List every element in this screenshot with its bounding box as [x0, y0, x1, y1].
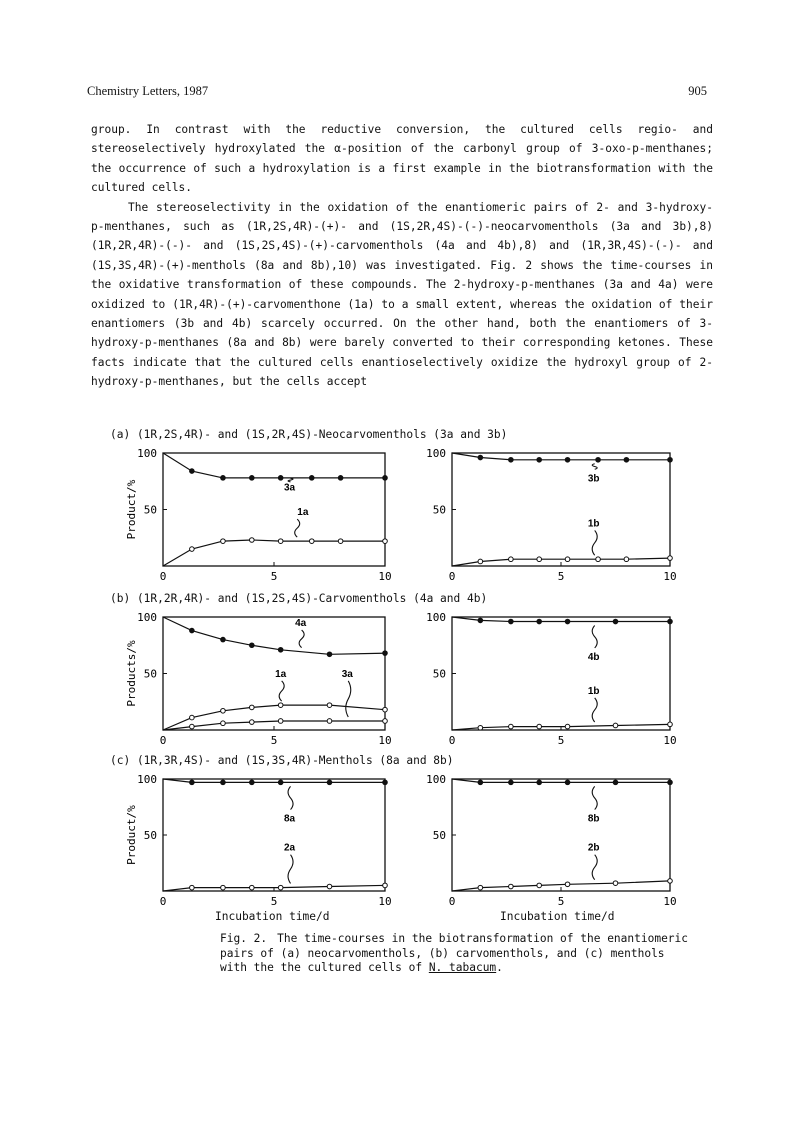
y-tick-label-c-right-0: 50 — [432, 829, 446, 842]
data-point-b-right-1b-2 — [509, 724, 514, 729]
data-point-b-right-4b-1 — [478, 618, 483, 623]
data-point-b-left-4a-5 — [327, 652, 332, 657]
data-point-b-left-4a-6 — [383, 651, 388, 656]
series-line-b-left-4a — [163, 617, 385, 654]
data-point-a-left-1a-5 — [309, 539, 314, 544]
series-label-b-right-4b: 4b — [587, 651, 600, 663]
x-tick-label-b-right-1: 5 — [557, 734, 565, 747]
caption-end: . — [496, 961, 503, 974]
data-point-a-left-3a-3 — [250, 476, 255, 481]
plot-frame-a-left — [163, 453, 385, 566]
series-arrow-b-left-3a — [346, 681, 351, 717]
caption-label: Fig. 2. — [220, 932, 268, 945]
series-label-c-left-8a: 8a — [283, 813, 296, 825]
data-point-a-left-1a-4 — [278, 539, 283, 544]
data-point-a-right-3b-5 — [596, 457, 601, 462]
x-tick-label-b-left-0: 0 — [159, 734, 167, 747]
x-tick-label-c-left-2: 10 — [378, 895, 392, 908]
data-point-b-right-4b-5 — [613, 619, 618, 624]
series-label-c-right-2b: 2b — [587, 842, 600, 854]
data-point-c-left-8a-1 — [190, 780, 195, 785]
data-point-a-right-1b-5 — [596, 557, 601, 562]
y-tick-label-c-right-1: 100 — [426, 773, 446, 786]
series-label-a-right-3b: 3b — [587, 473, 600, 485]
data-point-a-left-3a-6 — [338, 476, 343, 481]
data-point-a-right-1b-4 — [565, 557, 570, 562]
series-line-a-right-3b — [452, 453, 670, 460]
panel-title-a: (a) (1R,2S,4R)- and (1S,2R,4S)-Neocarvomenthols (3a and 3b) — [110, 428, 508, 441]
data-point-a-right-1b-3 — [537, 557, 542, 562]
data-point-c-left-8a-3 — [250, 780, 255, 785]
x-tick-label-a-right-1: 5 — [557, 570, 565, 583]
series-label-c-right-8b: 8b — [587, 813, 600, 825]
y-tick-label-c-left-1: 100 — [137, 773, 157, 786]
data-point-b-left-3a-3 — [250, 720, 255, 725]
plot-frame-c-right — [452, 779, 670, 891]
data-point-a-right-3b-7 — [668, 457, 673, 462]
series-arrow-b-right-4b — [592, 626, 597, 648]
x-tick-label-c-right-2: 10 — [663, 895, 677, 908]
y-tick-label-a-left-0: 50 — [143, 503, 157, 517]
data-point-b-right-1b-4 — [565, 724, 570, 729]
data-point-a-right-1b-7 — [668, 556, 673, 561]
plot-frame-b-right — [452, 617, 670, 730]
data-point-b-left-1a-3 — [250, 705, 255, 710]
series-label-b-left-1a: 1a — [275, 668, 287, 680]
data-point-b-left-3a-5 — [327, 719, 332, 724]
data-point-b-left-3a-1 — [190, 724, 195, 729]
series-arrow-c-right-8b — [592, 786, 597, 809]
series-label-b-left-4a: 4a — [295, 618, 307, 630]
data-point-b-left-3a-2 — [221, 721, 226, 726]
data-point-c-right-2b-4 — [565, 882, 570, 887]
data-point-c-left-8a-6 — [383, 780, 388, 785]
data-point-c-right-8b-6 — [668, 780, 673, 785]
data-point-a-left-1a-2 — [221, 539, 226, 544]
data-point-a-left-3a-2 — [221, 476, 226, 481]
data-point-c-left-2a-4 — [278, 885, 283, 890]
data-point-a-right-3b-1 — [478, 455, 483, 460]
series-line-a-left-3a — [163, 453, 385, 478]
data-point-b-right-1b-1 — [478, 725, 483, 730]
y-tick-label-b-right-0: 50 — [432, 667, 446, 681]
series-arrow-a-right-1b — [592, 530, 597, 555]
y-tick-label-a-right-1: 100 — [426, 447, 446, 460]
x-tick-label-c-right-0: 0 — [448, 895, 456, 908]
data-point-a-left-3a-7 — [383, 476, 388, 481]
data-point-a-left-1a-3 — [250, 538, 255, 543]
series-label-a-left-3a: 3a — [283, 482, 296, 494]
series-arrow-c-right-2b — [592, 855, 597, 880]
data-point-a-right-3b-3 — [537, 457, 542, 462]
data-point-b-left-1a-4 — [278, 703, 283, 708]
data-point-c-left-8a-4 — [278, 780, 283, 785]
x-tick-label-b-left-1: 5 — [270, 734, 278, 747]
plot-frame-c-left — [163, 779, 385, 891]
data-point-b-right-4b-4 — [565, 619, 570, 624]
series-label-b-right-1b: 1b — [587, 685, 600, 697]
x-tick-label-a-left-1: 5 — [270, 570, 278, 583]
data-point-a-left-1a-7 — [383, 539, 388, 544]
series-arrow-c-left-8a — [288, 786, 293, 809]
data-point-a-right-3b-4 — [565, 457, 570, 462]
data-point-b-right-4b-3 — [537, 619, 542, 624]
data-point-a-left-1a-6 — [338, 539, 343, 544]
y-tick-label-b-left-1: 100 — [137, 611, 157, 624]
data-point-a-left-3a-1 — [190, 469, 195, 474]
data-point-c-right-2b-1 — [478, 885, 483, 890]
data-point-c-right-8b-4 — [565, 780, 570, 785]
data-point-a-left-3a-5 — [309, 476, 314, 481]
data-point-a-left-1a-1 — [190, 547, 195, 552]
data-point-b-left-1a-6 — [383, 707, 388, 712]
data-point-b-left-1a-1 — [190, 715, 195, 720]
x-axis-label-right: Incubation time/d — [500, 910, 615, 923]
y-tick-label-a-left-1: 100 — [137, 447, 157, 460]
data-point-b-left-4a-3 — [250, 643, 255, 648]
page-number: 905 — [688, 84, 707, 98]
series-label-a-left-1a: 1a — [297, 507, 309, 519]
data-point-c-right-2b-3 — [537, 883, 542, 888]
paragraph-2: The stereoselectivity in the oxidation of the enantiomeric pairs of 2- and 3-hydroxy-p-menthanes, such as (1R,2S,4R)-(+)- and (1S,2R,4S)-(-)-neocarvomenthols (3a and 3b),8) (1R,2R,4R)-(-)- and (1S,2S,4S)-(+)-carvomenthols (4a and 4b),8) and (1R,3R,4S)-(-)- and (1S,3S,4R)-(+)-menthols (8a and 8b),10) was investigated. Fig. 2 shows the time-courses in the oxidative transformation of these compounds. The 2-hydroxy-p-menthanes (3a and 4a) were oxidized to (1R,4R)-(+)-carvomenthone (1a) to a small extent, whereas the oxidation of their enantiomers (3b and 4b) scarcely occurred. On the other hand, both the enantiomers of 3-hydroxy-p-menthanes (8a and 8b) were barely converted to their corresponding ketones. These facts indicate that the cultured cells enantioselectively oxidize the hydroxyl group of 2-hydroxy-p-menthanes, but the cells accept — [91, 200, 713, 389]
series-arrow-b-left-4a — [299, 630, 304, 648]
data-point-c-right-2b-5 — [613, 881, 618, 886]
journal-name: Chemistry Letters, 1987 — [87, 84, 209, 98]
data-point-a-left-3a-4 — [278, 476, 283, 481]
data-point-c-right-8b-5 — [613, 780, 618, 785]
data-point-c-left-8a-2 — [221, 780, 226, 785]
x-tick-label-b-right-0: 0 — [448, 734, 456, 747]
data-point-b-left-1a-5 — [327, 703, 332, 708]
y-axis-label-b-left: Products/% — [125, 640, 138, 707]
y-axis-label-a-left: Product/% — [125, 479, 138, 540]
caption-species: N. tabacum — [428, 961, 497, 974]
y-tick-label-a-right-0: 50 — [432, 503, 446, 517]
data-point-c-right-8b-1 — [478, 780, 483, 785]
plot-frame-a-right — [452, 453, 670, 566]
data-point-c-right-2b-6 — [668, 879, 673, 884]
data-point-b-right-1b-6 — [668, 722, 673, 727]
data-point-c-right-8b-2 — [509, 780, 514, 785]
x-tick-label-b-right-2: 10 — [663, 734, 677, 747]
series-label-a-right-1b: 1b — [587, 518, 600, 530]
y-tick-label-c-left-0: 50 — [143, 829, 157, 842]
data-point-c-right-8b-3 — [537, 780, 542, 785]
series-label-c-left-2a: 2a — [283, 842, 296, 854]
data-point-c-left-2a-2 — [221, 885, 226, 890]
panel-title-c: (c) (1R,3R,4S)- and (1S,3S,4R)-Menthols (8a and 8b) — [110, 754, 454, 767]
data-point-a-right-1b-2 — [509, 557, 514, 562]
data-point-b-left-4a-2 — [221, 637, 226, 642]
x-tick-label-c-right-1: 5 — [557, 895, 565, 908]
data-point-b-left-1a-2 — [221, 708, 226, 713]
data-point-a-right-1b-1 — [478, 559, 483, 564]
x-tick-label-c-left-1: 5 — [270, 895, 278, 908]
data-point-b-right-1b-3 — [537, 724, 542, 729]
series-arrow-b-right-1b — [592, 698, 597, 722]
series-line-b-right-4b — [452, 617, 670, 622]
data-point-a-right-3b-2 — [509, 457, 514, 462]
paragraph-1: group. In contrast with the reductive conversion, the cultured cells regio- and stereoselectively hydroxylated the α-position of the carbonyl group of 3-oxo-p-menthanes; the occurrence of such a hydroxylation is a first example in the biotransformation with the cultured cells. — [91, 123, 713, 195]
data-point-c-left-2a-6 — [383, 883, 388, 888]
series-arrow-c-left-2a — [288, 855, 293, 884]
x-tick-label-a-left-2: 10 — [378, 570, 392, 583]
data-point-b-left-3a-6 — [383, 719, 388, 724]
data-point-b-right-4b-6 — [668, 619, 673, 624]
data-point-c-left-2a-5 — [327, 884, 332, 889]
y-axis-label-c-left: Product/% — [125, 805, 138, 865]
data-point-b-right-4b-2 — [509, 619, 514, 624]
data-point-c-left-2a-1 — [190, 885, 195, 890]
data-point-c-left-2a-3 — [250, 885, 255, 890]
x-axis-label-left: Incubation time/d — [215, 910, 330, 923]
caption-text: The time-courses in the biotransformation of the enantiomeric pairs of (a) neocarvomenthols, (b) carvomenthols, and (c) menthols with the the cultured cells of — [220, 932, 689, 974]
data-point-c-left-8a-5 — [327, 780, 332, 785]
x-tick-label-b-left-2: 10 — [378, 734, 392, 747]
panel-title-b: (b) (1R,2R,4R)- and (1S,2S,4S)-Carvomenthols (4a and 4b) — [110, 592, 488, 605]
series-arrow-a-left-1a — [295, 519, 300, 537]
data-point-c-right-2b-2 — [509, 884, 514, 889]
series-arrow-b-left-1a — [279, 681, 284, 701]
series-label-b-left-3a: 3a — [341, 668, 353, 680]
x-tick-label-a-right-2: 10 — [663, 570, 677, 583]
data-point-b-right-1b-5 — [613, 723, 618, 728]
x-tick-label-a-right-0: 0 — [448, 570, 456, 583]
data-point-b-left-3a-4 — [278, 719, 283, 724]
figure-caption — [220, 932, 690, 976]
x-tick-label-c-left-0: 0 — [159, 895, 167, 908]
y-tick-label-b-left-0: 50 — [143, 667, 157, 681]
y-tick-label-b-right-1: 100 — [426, 611, 446, 624]
data-point-b-left-4a-1 — [190, 628, 195, 633]
data-point-b-left-4a-4 — [278, 647, 283, 652]
data-point-a-right-1b-6 — [624, 557, 629, 562]
x-tick-label-a-left-0: 0 — [159, 570, 167, 583]
series-arrow-a-right-3b — [592, 464, 597, 469]
data-point-a-right-3b-6 — [624, 457, 629, 462]
